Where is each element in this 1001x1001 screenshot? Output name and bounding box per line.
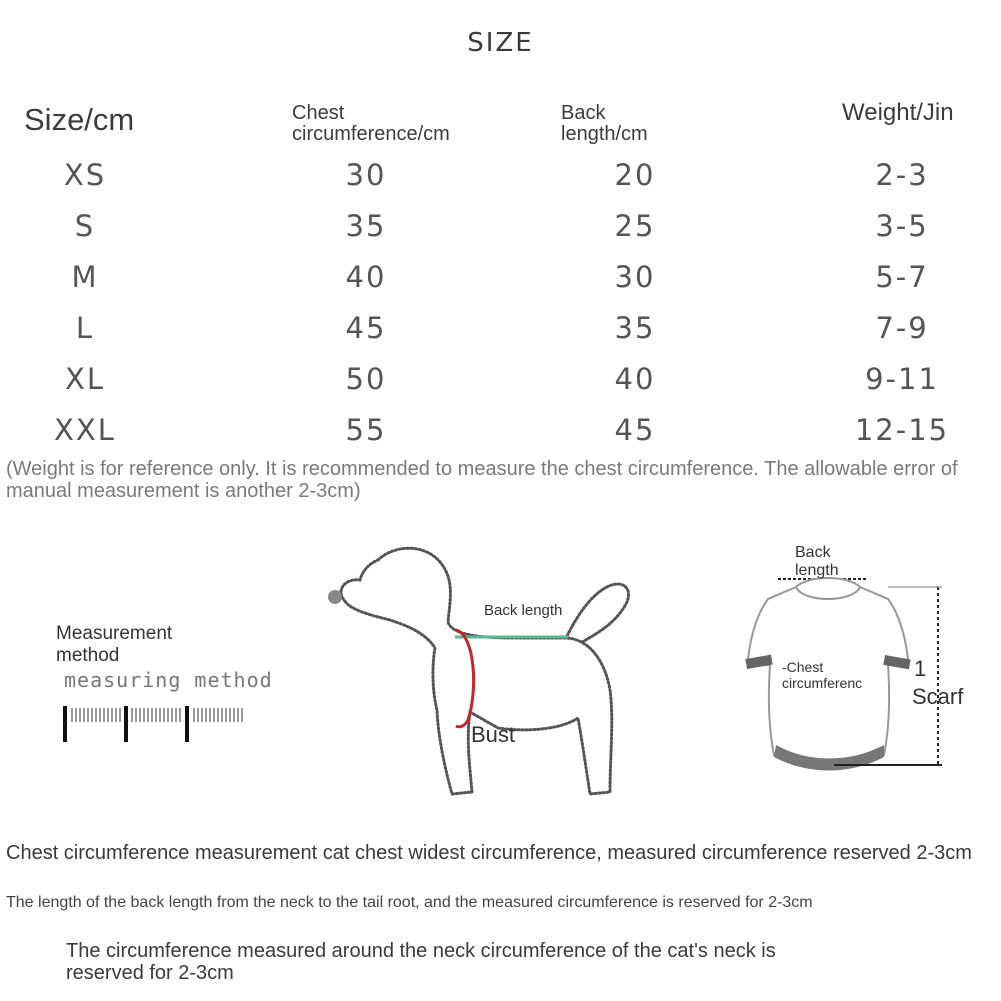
- measurement-label-line2: method: [56, 645, 120, 666]
- cell-weight: 9-11: [865, 362, 939, 396]
- header-back-line1: Back: [561, 102, 606, 124]
- table-row: [0, 362, 1001, 402]
- shirt-scarf-label: Scarf: [912, 684, 964, 709]
- cell-weight: 7-9: [875, 311, 929, 345]
- header-chest-line2: circumference/cm: [292, 123, 450, 145]
- cell-chest: 30: [345, 158, 387, 192]
- cell-chest: 55: [345, 413, 387, 447]
- cell-back: 45: [614, 413, 656, 447]
- cell-weight: 2-3: [875, 158, 929, 192]
- cell-size: S: [74, 209, 96, 243]
- table-row: [0, 311, 1001, 351]
- cell-size: M: [71, 260, 99, 294]
- cell-size: XXL: [54, 413, 116, 447]
- header-chest: [292, 103, 450, 145]
- measurement-label-en: measuring method: [64, 668, 273, 692]
- cell-back: 35: [614, 311, 656, 345]
- header-size: Size/cm: [24, 102, 135, 137]
- neck-instruction: The circumference measured around the neck circumference of the cat's neck is reserved for 2-3cm: [66, 940, 776, 984]
- nose-icon: [328, 590, 342, 604]
- measurement-label: [56, 623, 172, 667]
- table-row: [0, 209, 1001, 249]
- table-row: [0, 413, 1001, 453]
- shirt-one-label: 1: [914, 656, 927, 681]
- table-row: [0, 260, 1001, 300]
- shirt-chest-label: [782, 659, 862, 691]
- shirt-back-line2: length: [795, 562, 839, 579]
- shirt-back-line1: Back: [795, 544, 831, 561]
- cell-size: XL: [64, 362, 106, 396]
- cell-size: XS: [63, 158, 107, 192]
- header-weight: Weight/Jin: [842, 99, 954, 126]
- cell-chest: 45: [345, 311, 387, 345]
- back-instruction: The length of the back length from the neck to the tail root, and the measured circumference is reserved for 2-3cm: [6, 894, 813, 911]
- bust-ring: [456, 630, 474, 727]
- cell-weight: 12-15: [854, 413, 950, 447]
- cell-chest: 35: [345, 209, 387, 243]
- header-back: [561, 103, 648, 145]
- cell-chest: 40: [345, 260, 387, 294]
- weight-note: (Weight is for reference only. It is recommended to measure the chest circumference. The allowable error of manual measurement is another 2-3cm): [6, 458, 958, 502]
- cell-back: 40: [614, 362, 656, 396]
- dog-bust-label: Bust: [471, 722, 516, 747]
- shirt-chest-line1: -Chest: [782, 659, 824, 675]
- ruler-icon: [60, 700, 250, 746]
- cell-weight: 3-5: [875, 209, 929, 243]
- page-title: SIZE: [467, 28, 534, 58]
- chest-instruction: Chest circumference measurement cat chest widest circumference, measured circumference reserved 2-3cm: [6, 842, 972, 864]
- shirt-back-label: [795, 544, 839, 580]
- cell-chest: 50: [345, 362, 387, 396]
- header-chest-line1: Chest: [292, 102, 345, 124]
- measurement-label-line1: Measurement: [56, 623, 173, 644]
- cell-weight: 5-7: [875, 260, 929, 294]
- cell-back: 30: [614, 260, 656, 294]
- shirt-chest-line2: circumferenc: [782, 675, 863, 691]
- cell-size: L: [75, 311, 95, 345]
- dog-back-length-label: Back length: [484, 602, 563, 619]
- cell-back: 25: [614, 209, 656, 243]
- header-back-line2: length/cm: [561, 123, 648, 145]
- dog-diagram: [320, 540, 650, 810]
- table-row: [0, 158, 1001, 198]
- cell-back: 20: [614, 158, 656, 192]
